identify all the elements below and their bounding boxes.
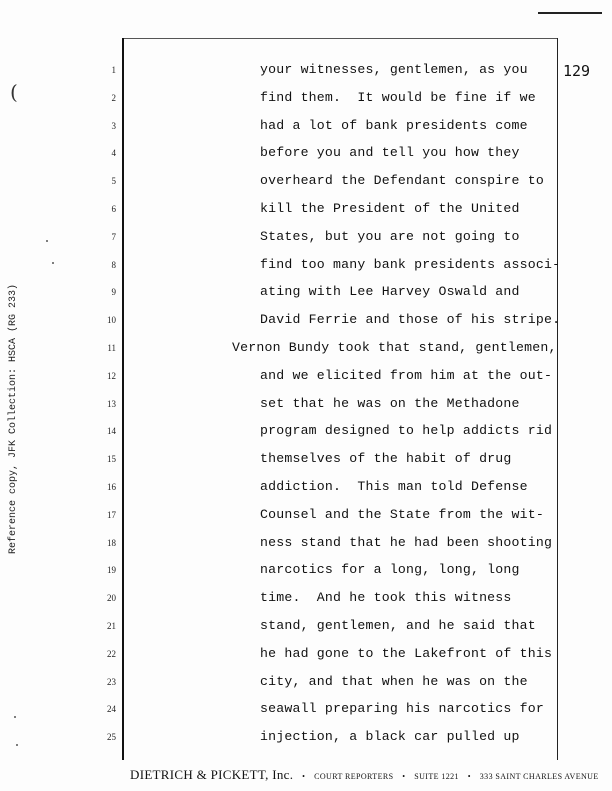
line-number: 14 <box>107 426 116 437</box>
line-number: 5 <box>111 176 116 187</box>
transcript-line: kill the President of the United <box>260 201 520 216</box>
transcript-line: program designed to help addicts rid <box>260 423 553 439</box>
line-number: 22 <box>107 648 116 659</box>
transcript-line: ating with Lee Harvey Oswald and <box>260 284 520 300</box>
transcript-line: States, but you are not going to <box>260 228 520 244</box>
transcript-line: stand, gentlemen, and he said that <box>260 618 536 633</box>
line-number: 19 <box>107 565 116 576</box>
transcript-line: overheard the Defendant conspire to <box>260 173 544 189</box>
footer-firm: DIETRICH & PICKETT, Inc. <box>130 767 294 782</box>
line-number: 2 <box>111 92 116 103</box>
transcript-line: before you and tell you how they <box>260 145 520 161</box>
frame-left-line <box>122 38 124 760</box>
footer-address: 333 SAINT CHARLES AVENUE <box>479 772 599 781</box>
line-number: 12 <box>107 370 116 381</box>
frame-right-line <box>557 38 558 760</box>
line-number: 25 <box>107 732 116 743</box>
line-number: 13 <box>107 398 116 409</box>
line-number: 8 <box>111 259 116 270</box>
transcript-line: addiction. This man told Defense <box>260 479 528 494</box>
line-number: 1 <box>111 65 116 75</box>
margin-mark: ( <box>10 80 18 104</box>
transcript-line: time. And he took this witness <box>260 590 512 606</box>
line-number: 23 <box>107 676 116 687</box>
line-number: 7 <box>111 231 116 242</box>
line-number: 10 <box>107 315 116 326</box>
line-number: 11 <box>107 343 116 353</box>
line-number: 6 <box>111 204 116 214</box>
transcript-line: seawall preparing his narcotics for <box>260 701 544 717</box>
line-number: 16 <box>107 482 116 492</box>
transcript-line: ness stand that he had been shooting <box>260 534 553 550</box>
line-number: 20 <box>107 593 116 604</box>
footer-reporters: COURT REPORTERS <box>314 772 394 781</box>
line-number: 4 <box>111 148 116 159</box>
footer: DIETRICH & PICKETT, Inc. • COURT REPORTERS • SUITE 1221 • 333 SAINT CHARLES AVENUE <box>130 767 599 782</box>
transcript-line: narcotics for a long, long, long <box>260 562 520 578</box>
footer-suite: SUITE 1221 <box>414 772 459 781</box>
transcript-line: injection, a black car pulled up <box>260 729 520 745</box>
transcript-line: Counsel and the State from the wit- <box>260 506 544 522</box>
transcript-line: themselves of the habit of drug <box>260 451 512 467</box>
line-number: 17 <box>107 509 116 520</box>
transcript-line: your witnesses, gentlemen, as you <box>260 62 528 77</box>
transcript-line: find them. It would be fine if we <box>260 89 536 105</box>
transcript-line: set that he was on the Methadone <box>260 395 520 411</box>
transcript-line: had a lot of bank presidents come <box>260 117 528 133</box>
scan-speck <box>14 716 16 718</box>
transcript-line: he had gone to the Lakefront of this <box>260 645 553 661</box>
scan-speck <box>16 744 18 746</box>
transcript-line: Vernon Bundy took that stand, gentlemen, <box>232 340 557 355</box>
transcript-line: and we elicited from him at the out- <box>260 367 553 383</box>
transcript-line: find too many bank presidents associ- <box>260 256 561 272</box>
line-number: 15 <box>107 454 116 465</box>
line-number: 9 <box>111 287 116 298</box>
line-number: 3 <box>111 120 116 131</box>
line-number: 24 <box>107 704 116 715</box>
scan-speck <box>46 240 48 242</box>
transcript-line: city, and that when he was on the <box>260 673 528 689</box>
line-number: 18 <box>107 537 116 548</box>
scan-speck <box>52 262 54 264</box>
page-number: 129 <box>563 62 591 80</box>
top-rule <box>538 12 602 14</box>
transcript-line: David Ferrie and those of his stripe. <box>260 312 561 328</box>
frame-top-line <box>122 38 558 39</box>
line-number: 21 <box>107 621 116 631</box>
reference-stamp: Reference copy, JFK Collection: HSCA (RG 233) <box>8 283 19 554</box>
